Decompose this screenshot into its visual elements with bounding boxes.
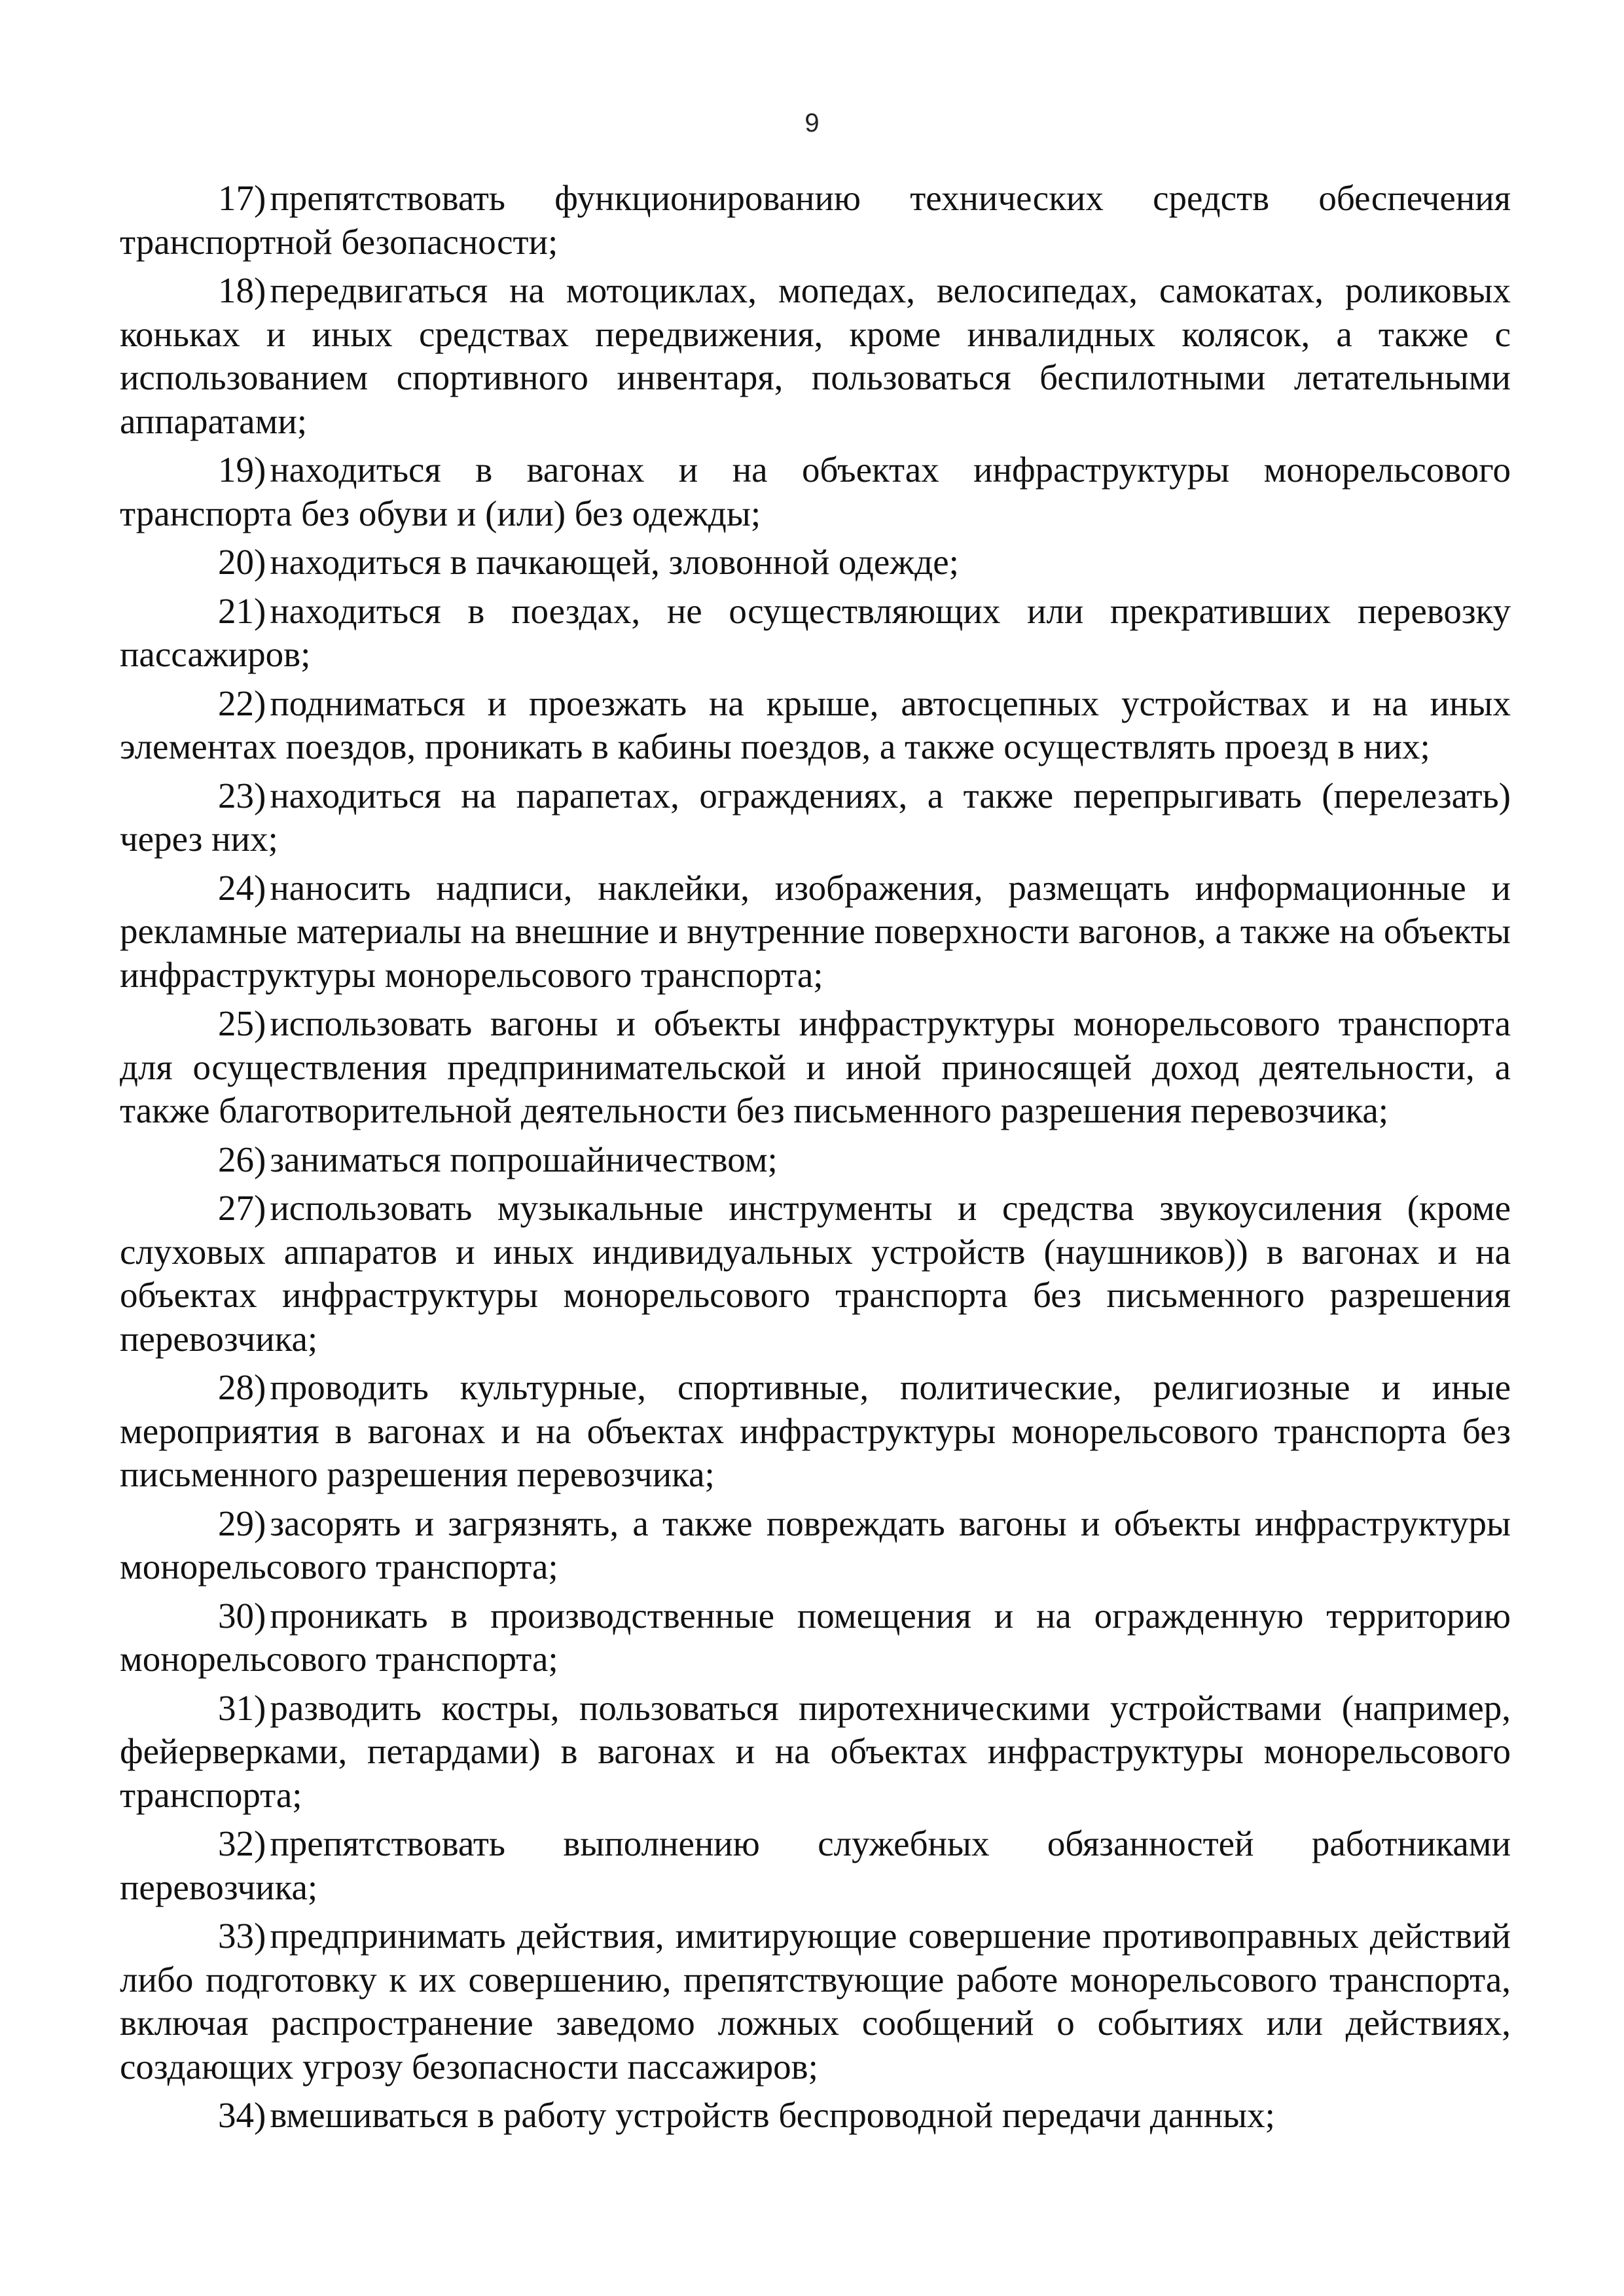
item-text: находиться на парапетах, ограждениях, а также перепрыгивать (перелезать) через них; (120, 775, 1511, 859)
item-text: подниматься и проезжать на крыше, автосцепных устройствах и на иных элементах поездов, проникать в кабины поездов, а также осуществлять проезд в них; (120, 683, 1511, 766)
item-text: предпринимать действия, имитирующие совершение противоправных действий либо подготовку к их совершению, препятствующие работе монорельсового транспорта, включая распространение заведомо ложных сообщений о событиях или действиях, создающих угрозу безопасности пассажиров; (120, 1916, 1511, 2087)
list-item (120, 1594, 1511, 1681)
page-number: 9 (804, 109, 820, 137)
list-item (120, 590, 1511, 677)
item-number: 20) (218, 542, 266, 582)
item-text: находиться в пачкающей, зловонной одежде; (270, 542, 959, 582)
item-text: находиться в вагонах и на объектах инфраструктуры монорельсового транспорта без обуви и (или) без одежды; (120, 450, 1511, 533)
list-item (120, 1914, 1511, 2089)
list-item (120, 2094, 1511, 2138)
item-text: проникать в производственные помещения и на огражденную территорию монорельсового транспорта; (120, 1595, 1511, 1679)
item-number: 25) (218, 1003, 266, 1043)
item-number: 27) (218, 1188, 266, 1228)
item-text: разводить костры, пользоваться пиротехническими устройствами (например, фейерверками, петардами) в вагонах и на объектах инфраструктуры монорельсового транспорта; (120, 1687, 1511, 1815)
list-item (120, 1138, 1511, 1182)
item-number: 29) (218, 1503, 266, 1543)
item-number: 28) (218, 1367, 266, 1407)
item-number: 34) (218, 2095, 266, 2135)
item-text: использовать вагоны и объекты инфраструктуры монорельсового транспорта для осуществления предпринимательской и иной приносящей доход деятельности, а также благотворительной деятельности без письменного разрешения перевозчика; (120, 1003, 1511, 1130)
item-text: проводить культурные, спортивные, политические, религиозные и иные мероприятия в вагонах и на объектах инфраструктуры монорельсового транспорта без письменного разрешения перевозчика; (120, 1367, 1511, 1494)
item-text: находиться в поездах, не осуществляющих или прекративших перевозку пассажиров; (120, 590, 1511, 674)
list-item (120, 774, 1511, 861)
item-text: наносить надписи, наклейки, изображения, размещать информационные и рекламные материалы на внешние и внутренние поверхности вагонов, а также на объекты инфраструктуры монорельсового транспорта; (120, 867, 1511, 995)
item-number: 32) (218, 1823, 266, 1863)
list-item (120, 1502, 1511, 1589)
list-item (120, 1687, 1511, 1818)
list-item (120, 448, 1511, 535)
item-text: препятствовать функционированию технических средств обеспечения транспортной безопасности; (120, 178, 1511, 262)
list-item (120, 1822, 1511, 1909)
item-text: заниматься попрошайничеством; (270, 1139, 778, 1179)
list-item (120, 177, 1511, 264)
item-text: засорять и загрязнять, а также повреждать вагоны и объекты инфраструктуры монорельсового транспорта; (120, 1503, 1511, 1587)
item-text: вмешиваться в работу устройств беспроводной передачи данных; (270, 2095, 1275, 2135)
item-number: 18) (218, 270, 266, 310)
item-number: 24) (218, 867, 266, 908)
item-number: 17) (218, 178, 266, 218)
list-item (120, 682, 1511, 769)
item-number: 22) (218, 683, 266, 723)
item-text: передвигаться на мотоциклах, мопедах, велосипедах, самокатах, роликовых коньках и иных средствах передвижения, кроме инвалидных колясок, а также с использованием спортивного инвентаря, пользоваться беспилотными летательными аппаратами; (120, 270, 1511, 441)
item-number: 23) (218, 775, 266, 816)
list-item (120, 1366, 1511, 1497)
item-number: 31) (218, 1687, 266, 1728)
item-text: использовать музыкальные инструменты и средства звукоусиления (кроме слуховых аппаратов и иных индивидуальных устройств (наушников)) в вагонах и на объектах инфраструктуры монорельсового транспорта без письменного разрешения перевозчика; (120, 1188, 1511, 1359)
rules-list (120, 177, 1511, 2143)
item-text: препятствовать выполнению служебных обязанностей работниками перевозчика; (120, 1823, 1511, 1907)
item-number: 21) (218, 590, 266, 631)
item-number: 33) (218, 1916, 266, 1956)
list-item (120, 541, 1511, 584)
list-item (120, 1002, 1511, 1133)
list-item (120, 269, 1511, 443)
list-item (120, 1187, 1511, 1361)
item-number: 26) (218, 1139, 266, 1179)
item-number: 30) (218, 1595, 266, 1636)
item-number: 19) (218, 450, 266, 490)
list-item (120, 867, 1511, 997)
